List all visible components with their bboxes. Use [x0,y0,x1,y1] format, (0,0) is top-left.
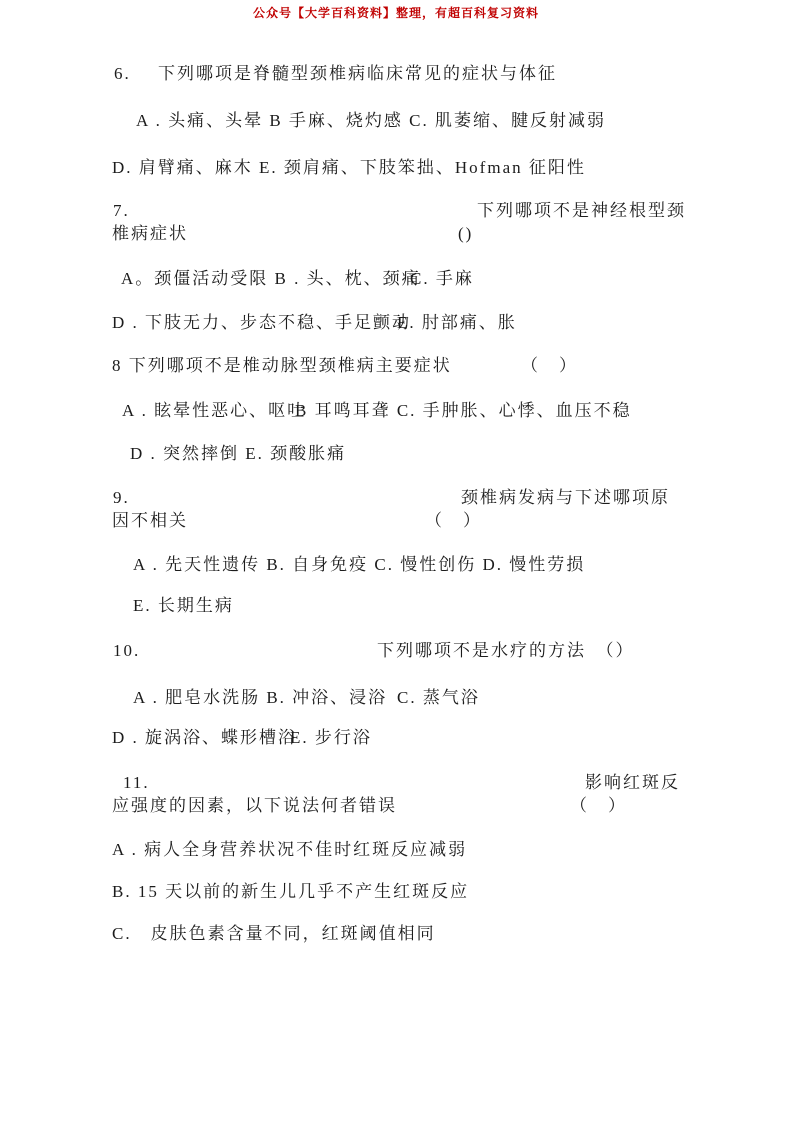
q7-option-c: C. 手麻 [410,269,474,288]
q6-stem: 下列哪项是脊髓型颈椎病临床常见的症状与体征 [158,64,557,83]
q7-stem-line-2 [0,223,792,245]
q9-options-line-2 [0,595,792,617]
q11-option-a: A . 病人全身营养状况不佳时红斑反应减弱 [112,840,468,859]
q9-number: 9. [113,488,130,507]
q7-option-e: E. 肘部痛、胀 [397,313,517,332]
q10-stem-line [0,640,792,662]
q11-stem-line-1 [0,772,792,794]
q11-option-b: B. 15 天以前的新生儿几乎不产生红斑反应 [112,882,470,901]
q11-option-c-line [0,923,792,945]
q11-number: 11. [123,773,150,792]
q11-stem-right: 影响红斑反 [585,773,680,792]
q7-options-line-2 [0,312,792,334]
q7-stem-wrap: 椎病症状 [112,224,188,243]
q7-option-d: D . 下肢无力、步态不稳、手足颤动 [112,313,412,332]
q10-options-line-1 [0,687,792,709]
q6-options-abc: A . 头痛、头晕 B 手麻、烧灼感 C. 肌萎缩、腱反射减弱 [136,111,607,130]
q8-options-line-2 [0,443,792,465]
q10-option-c: C. 蒸气浴 [397,688,480,707]
q10-options-line-2 [0,727,792,749]
q11-option-b-line [0,881,792,903]
q9-stem-line-1 [0,487,792,509]
q8-answer-paren: （ ） [521,356,578,375]
q10-options-ab: A . 肥皂水洗肠 B. 冲浴、浸浴 [133,688,388,707]
q8-stem-line [0,355,792,377]
q6-options-line-1 [0,110,792,132]
q8-options-line-1 [0,400,792,422]
q7-stem-right: 下列哪项不是神经根型颈 [477,201,686,220]
q11-option-c: C. 皮肤色素含量不同，红斑阈值相同 [112,924,436,943]
q6-number: 6. [114,64,131,83]
q10-option-e: E. 步行浴 [290,728,372,747]
q6-options-de: D. 肩臂痛、麻木 E. 颈肩痛、下肢笨拙、Hofman 征阳性 [112,158,586,177]
q9-stem-wrap: 因不相关 [112,511,188,530]
q9-stem-right: 颈椎病发病与下述哪项原 [461,488,670,507]
q11-answer-paren: （ ） [570,796,627,815]
q9-stem-line-2 [0,510,792,532]
q9-answer-paren: （ ） [425,511,482,530]
q10-option-d: D . 旋涡浴、蝶形槽浴 [112,728,298,747]
q7-stem-line-1 [0,200,792,222]
q7-number: 7. [113,201,130,220]
q7-answer-paren: () [458,224,474,243]
q10-number: 10. [113,641,141,660]
q7-options-ab: A。颈僵活动受限 B . 头、枕、颈痛 [121,269,421,288]
q6-stem-line [0,63,792,85]
q9-options-line-1 [0,554,792,576]
q7-options-line-1 [0,268,792,290]
q10-stem: 下列哪项不是水疗的方法 （） [377,641,635,660]
q9-options-ad: A . 先天性遗传 B. 自身免疫 C. 慢性创伤 D. 慢性劳损 [133,555,586,574]
q8-options-bc: B 耳鸣耳聋 C. 手肿胀、心悸、血压不稳 [295,401,632,420]
q8-stem: 8 下列哪项不是椎动脉型颈椎病主要症状 [112,356,452,375]
q8-options-de: D . 突然摔倒 E. 颈酸胀痛 [130,444,347,463]
page-header: 公众号【大学百科资料】整理，有超百科复习资料 [252,6,539,20]
q11-stem-wrap: 应强度的因素，以下说法何者错误 [112,796,397,815]
q6-options-line-2 [0,157,792,179]
q11-stem-line-2 [0,795,792,817]
q8-option-a: A . 眩晕性恶心、呕吐 [122,401,307,420]
q11-option-a-line [0,839,792,861]
q9-option-e: E. 长期生病 [133,596,234,615]
